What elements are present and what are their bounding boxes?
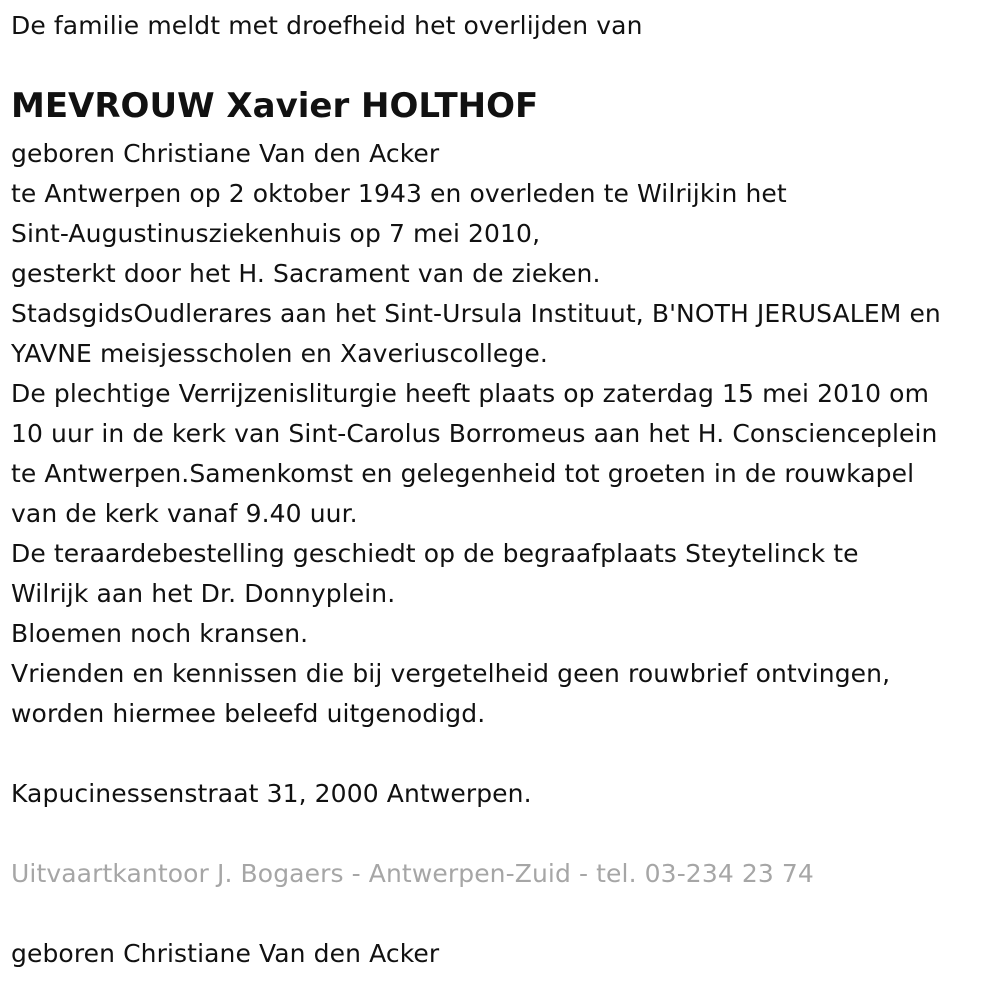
- body-line: van de kerk vanaf 9.40 uur.: [11, 499, 358, 528]
- body-line: YAVNE meisjesscholen en Xaveriuscollege.: [11, 339, 548, 368]
- body-line: gesterkt door het H. Sacrament van de zieken.: [11, 259, 601, 288]
- body-line: Wilrijk aan het Dr. Donnyplein.: [11, 579, 396, 608]
- body-line: worden hiermee beleefd uitgenodigd.: [11, 699, 486, 728]
- born-name-footer: geboren Christiane Van den Acker: [11, 939, 440, 968]
- body-line: 10 uur in de kerk van Sint-Carolus Borromeus aan het H. Conscienceplein: [11, 419, 938, 448]
- family-address: Kapucinessenstraat 31, 2000 Antwerpen.: [11, 779, 532, 808]
- body-line: geboren Christiane Van den Acker: [11, 139, 440, 168]
- body-line: Vrienden en kennissen die bij vergetelheid geen rouwbrief ontvingen,: [11, 659, 891, 688]
- funeral-home-info: Uitvaartkantoor J. Bogaers - Antwerpen-Zuid - tel. 03-234 23 74: [11, 859, 814, 888]
- body-line: StadsgidsOudlerares aan het Sint-Ursula Instituut, B'NOTH JERUSALEM en: [11, 299, 941, 328]
- body-line: te Antwerpen op 2 oktober 1943 en overleden te Wilrijkin het: [11, 179, 787, 208]
- body-line: De teraardebestelling geschiedt op de begraafplaats Steytelinck te: [11, 539, 859, 568]
- body-line: te Antwerpen.Samenkomst en gelegenheid tot groeten in de rouwkapel: [11, 459, 915, 488]
- intro-text: De familie meldt met droefheid het overlijden van: [11, 11, 643, 40]
- obituary-body: [11, 134, 941, 734]
- body-line: Sint-Augustinusziekenhuis op 7 mei 2010,: [11, 219, 541, 248]
- body-line: Bloemen noch kransen.: [11, 619, 309, 648]
- deceased-name: MEVROUW Xavier HOLTHOF: [11, 86, 539, 126]
- body-line: De plechtige Verrijzenisliturgie heeft plaats op zaterdag 15 mei 2010 om: [11, 379, 930, 408]
